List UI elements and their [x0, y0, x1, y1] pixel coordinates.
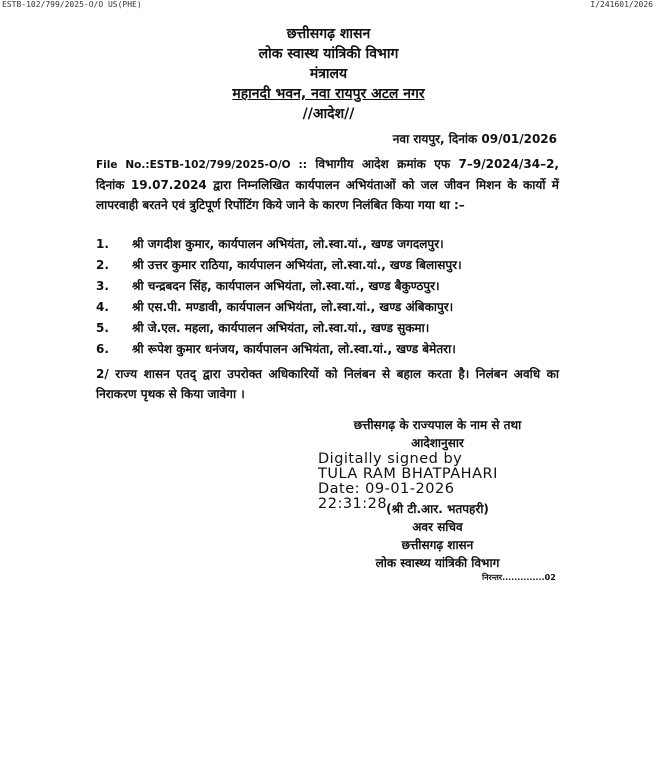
signatory-department: लोक स्वास्थ्य यांत्रिकी विभाग	[375, 556, 500, 570]
order-date: नवा रायपुर, दिनांक 09/01/2026	[392, 132, 557, 146]
list-item-number: 1.	[96, 237, 109, 251]
list-item-number: 3.	[96, 279, 109, 293]
list-item	[96, 339, 566, 360]
governor-order-line: छत्तीसगढ़ के राज्यपाल के नाम से तथा	[353, 418, 522, 432]
government-title: छत्तीसगढ़ शासन	[286, 26, 371, 42]
list-item-number: 6.	[96, 342, 109, 356]
list-item	[96, 276, 566, 297]
list-item	[96, 234, 566, 255]
list-item	[96, 297, 566, 318]
order-title: //आदेश//	[302, 106, 355, 122]
digital-signature-label: Digitally signed by	[318, 451, 463, 467]
digital-signature-time: 22:31:28	[318, 496, 388, 512]
order-authority: आदेशानुसार	[411, 436, 464, 450]
list-item-number: 4.	[96, 300, 109, 314]
list-item-text: श्री उत्तर कुमार राठिया, कार्यपालन अभियंता, लो.स्वा.यां., खण्ड बिलासपुर।	[132, 258, 462, 272]
signatory-name: (श्री टी.आर. भतपहरी)	[386, 502, 489, 516]
signatory-government: छत्तीसगढ़ शासन	[401, 538, 474, 552]
list-item	[96, 255, 566, 276]
officer-list	[96, 234, 566, 360]
order-paragraph-2: 2/ राज्य शासन एतद् द्वारा उपरोक्त अधिकारियों को निलंबन से बहाल करता है। निलंबन अवधि का निराकरण पृथक से किया जावेगा ।	[96, 367, 559, 401]
signatory-designation: अवर सचिव	[412, 520, 463, 534]
order-paragraph-1	[96, 154, 559, 215]
ministry-title: मंत्रालय	[309, 66, 348, 82]
order-paragraph-1-text: विभागीय आदेश क्रमांक एफ 7–9/2024/34–2, दिनांक 19.07.2024 द्वारा निम्नलिखित कार्यपालन अभियंताओं को जल जीवन मिशन के कार्यो में लापरवाही बरतने एवं त्रुटिपूर्ण रिर्पोटिंग किये जाने के कारण निलंबित किया गया था :–	[96, 157, 559, 212]
list-item	[96, 318, 566, 339]
digital-signature-name: TULA RAM BHATPAHARI	[318, 466, 498, 482]
list-item-text: श्री जे.एल. महला, कार्यपालन अभियंता, लो.स्वा.यां., खण्ड सुकमा।	[132, 321, 430, 335]
list-item-text: श्री रूपेश कुमार धनंजय, कार्यपालन अभियंता, लो.स्वा.यां., खण्ड बेमेतरा।	[132, 342, 456, 356]
digital-signature-date: Date: 09-01-2026	[318, 481, 455, 497]
office-address: महानदी भवन, नवा रायपुर अटल नगर	[232, 86, 425, 102]
file-number: File No.:ESTB-102/799/2025-O/O ::	[96, 159, 307, 171]
department-title: लोक स्वास्थ यांत्रिकी विभाग	[258, 46, 399, 62]
list-item-text: श्री एस.पी. मण्डावी, कार्यपालन अभियंता, लो.स्वा.यां., खण्ड अंबिकापुर।	[132, 300, 454, 314]
inward-number: I/241601/2026	[590, 0, 653, 9]
list-item-number: 2.	[96, 258, 109, 272]
list-item-number: 5.	[96, 321, 109, 335]
list-item-text: श्री चन्द्रबदन सिंह, कार्यपालन अभियंता, लो.स्वा.यां., खण्ड बैकुण्ठपुर।	[132, 279, 440, 293]
document-reference-number: ESTB-102/799/2025-O/O US(PHE)	[2, 0, 142, 9]
list-item-text: श्री जगदीश कुमार, कार्यपालन अभियंता, लो.स्वा.यां., खण्ड जगदलपुर।	[132, 237, 444, 251]
continuation-marker: निरन्तर..............02	[482, 573, 556, 582]
